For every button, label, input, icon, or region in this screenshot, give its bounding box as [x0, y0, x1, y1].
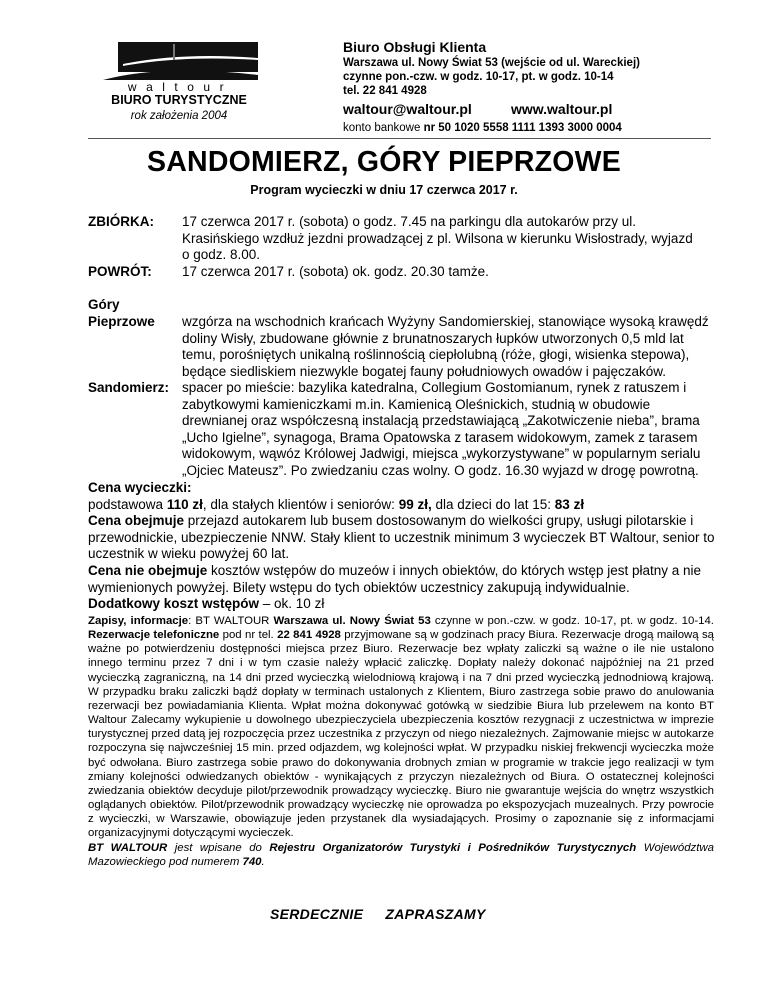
departure-label: ZBIÓRKA:: [88, 214, 154, 229]
booking-info: [88, 614, 714, 869]
gory-pieprzowe-label: Góry Pieprzowe: [88, 297, 155, 329]
logo-wordmark: waltour: [127, 80, 234, 94]
closing-invitation: SERDECZNIE ZAPRASZAMY: [270, 906, 486, 922]
return-label: POWRÓT:: [88, 264, 152, 279]
departure-text: 17 czerwca 2017 r. (sobota) o godz. 7.45 na parkingu dla autokarów przy ul. Krasińskiego wzdłuż jezdni prowadzącej z pl. Wilsona w kierunku Wisłostrady, wyjazd o godz. 8.00.: [182, 214, 693, 263]
logo-company-name: BIURO TURYSTYCZNE: [111, 93, 247, 107]
bank-account-number: nr 50 1020 5558 1111 1393 3000 0004: [423, 122, 622, 134]
registry-note: BT WALTOUR jest wpisane do Rejestru Organizatorów Turystyki i Pośredników Turystycznych Województwa Mazowieckiego pod numerem 740.: [88, 841, 714, 868]
email-link[interactable]: waltour@waltour.pl: [343, 101, 472, 117]
booking-terms: Zapisy, informacje: BT WALTOUR Warszawa ul. Nowy Świat 53 czynne w pon.-czw. w godz. 10-17, pt. w godz. 10-14. Rezerwacje telefoniczne pod nr tel. 22 841 4928 przyjmowane są w godzinach pracy Biura. Rezerwacje drogą mailową są ważne po potwierdzeniu dostępności miejsca przez Biuro. Rezerwacje bez wpłaty zaliczki są ważne o ile nie ustalono innego terminu przez 7 dni i w tym czasie należy wpłacić zaliczkę. Dopłaty należy dokonać najpóźniej na 21 przed wycieczką zagraniczną, na 14 dni przed wycieczką wielodniową krajową i na 7 dni przed wycieczką jednodniową krajową. W przypadku braku zaliczki bądź dopłaty w terminach ustalonych z Klientem, Biuro zastrzega sobie prawo do anulowania rezerwacji bez powiadamiania Klienta. Wpłat można dokonywać gotówką w siedzibie Biura lub przelewem na konto BT Waltour Zalecamy wykupienie u dowolnego ubezpieczyciela ubezpieczenia kosztów rezygnacji z uczestnictwa w imprezie turystycznej przed datą jej rozpoczęcia przez uczestnika z przyczyn od niego niezależnych. Zajmowanie miejsc w autokarze rozpoczyna się najwcześniej 15 min. przed odjazdem, wg kolejności wpłat. W przypadku niskiej frekwencji wycieczka może być odwołana. Biuro zastrzega sobie prawo do dokonywania drobnych zmian w programie w trakcie jego realizacji w tym zmiany kolejności odwiedzanych obiektów - wynikających z przyczyn niezależnych od Biura. O ostatecznej kolejności zwiedzania obiektów decyduje pilot/przewodnik prowadzący wycieczkę. Biuro nie gwarantuje wejścia do wnętrz wszystkich oglądanych obiektów. Pilot/przewodnik prowadzący wycieczkę nie oprowadza po ekspozycjach muzealnych. Przy powrocie z wycieczki, w Warszawie, obowiązuje jeden przystanek dla wysiadających. Prosimy o zapoznanie się z informacjami organizacyjnymi dotyczącymi wycieczek.: [88, 615, 715, 840]
logo-founded-year: rok założenia 2004: [130, 110, 228, 122]
price-label: Cena wycieczki:: [88, 480, 192, 495]
company-logo: [88, 42, 270, 124]
bank-account: konto bankowe nr 50 1020 5558 1111 1393 3000 0004: [343, 122, 622, 134]
office-phone: tel. 22 841 4928: [343, 85, 427, 97]
page-title: SANDOMIERZ, GÓRY PIEPRZOWE: [147, 146, 621, 178]
price-child: 83 zł: [554, 496, 585, 512]
price-basic: 110 zł: [166, 496, 203, 512]
waltour-logo-graphic: [103, 42, 258, 80]
office-hours: czynne pon.-czw. w godz. 10-17, pt. w godz. 10-14: [343, 71, 614, 83]
website-link[interactable]: www.waltour.pl: [511, 101, 613, 117]
extra-cost: Dodatkowy koszt wstępów – ok. 10 zł: [88, 596, 325, 612]
sandomierz-label: Sandomierz:: [88, 380, 170, 395]
office-address: Warszawa ul. Nowy Świat 53 (wejście od ul. Wareckiej): [343, 57, 640, 69]
header-divider: [88, 138, 711, 139]
office-info: [343, 38, 723, 135]
sandomierz-text: spacer po mieście: bazylika katedralna, Collegium Gostomianum, rynek z ratuszem i zabytkowymi kamieniczkami m.in. Kamienicą Oleśnickich, studnią w obudowie drewnianej oraz współczesną instalacją przedstawiającą „Zakotwiczenie nieba”, brama „Ucho Igielne”, synagoga, Brama Opatowska z tarasem widokowym, zamek z tarasem widokowym, wąwóz Królowej Jadwigi, miejsca „wykorzystywane” w popularnym serialu „Ojciec Mateusz”. Po zwiedzaniu czas wolny. O godz. 16.30 wyjazd w drogę powrotną.: [182, 380, 701, 478]
office-title: Biuro Obsługi Klienta: [343, 39, 487, 55]
price-section: [88, 480, 718, 613]
price-includes: Cena obejmuje przejazd autokarem lub busem dostosowanym do wielkości grupy, usługi pilotarskie i przewodnickie, ubezpieczenie NNW. Stały klient to uczestnik minimum 3 wycieczek BT Waltour, senior to uczestnik w wieku powyżej 60 lat.: [88, 513, 715, 562]
price-senior: 99 zł,: [398, 496, 432, 512]
gory-pieprzowe-text: wzgórza na wschodnich krańcach Wyżyny Sandomierskiej, stanowiące wysoką krawędź doliny Wisły, zbudowane głównie z brunatnoszarych łupków utworzonych 0,5 mld lat temu, porośniętych unikalną roślinnością ciepłolubną (róże, głogi, wisienka stepowa), będące siedliskiem niezwykle bogatej fauny południowych owadów i pajęczaków.: [182, 314, 709, 379]
price-excludes: Cena nie obejmuje kosztów wstępów do muzeów i innych obiektów, do których wstęp jest płatny a nie wymienionych powyżej. Bilety wstępu do tych obiektów uczestnicy zakupują indywidualnie.: [88, 562, 702, 595]
office-contacts: [343, 101, 723, 118]
return-text: 17 czerwca 2017 r. (sobota) ok. godz. 20.30 tamże.: [182, 264, 489, 279]
price-values: podstawowa 110 zł, dla stałych klientów i seniorów: 99 zł, dla dzieci do lat 15: 83 zł: [88, 496, 585, 512]
page-subtitle: Program wycieczki w dniu 17 czerwca 2017 r.: [250, 183, 518, 197]
